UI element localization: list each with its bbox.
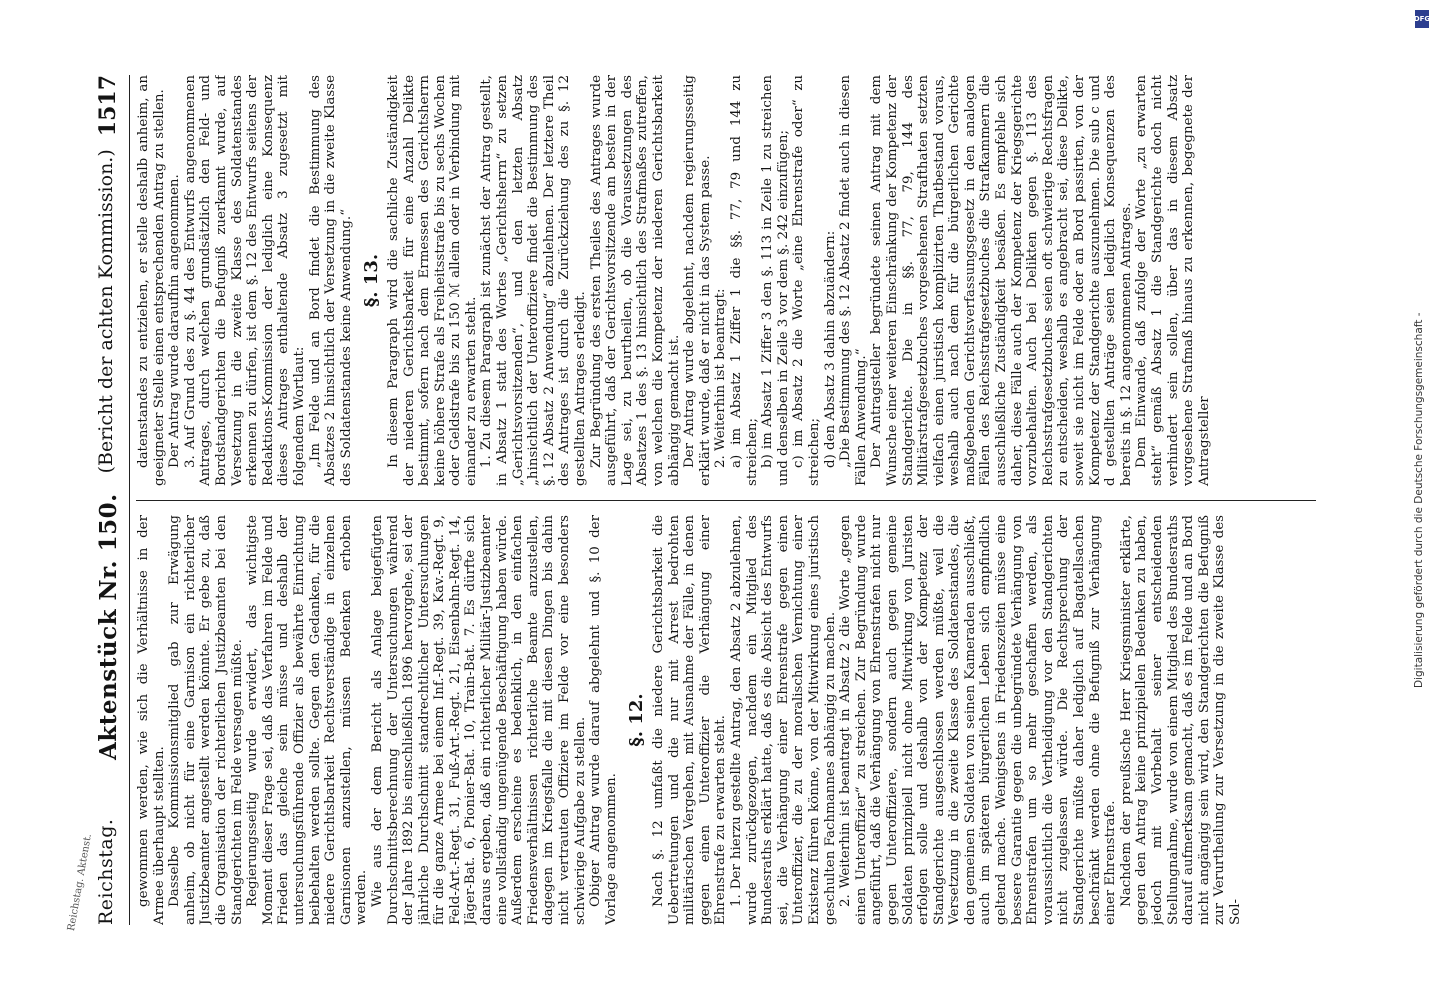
paragraph: Dasselbe Kommissionsmitglied gab zur Erwägung anheim, ob nicht für eine Garnison ein richterlicher Justizbeamter angestellt werden könnte. Er gebe zu, daß die Organisation der richterlichen Justizbeamten bei den Standgerichten im Felde versagen müßte. — [167, 515, 245, 925]
paragraph: In diesem Paragraph wird die sachliche Zuständigkeit der niederen Gerichtsbarkeit für eine Anzahl Delikte bestimmt, sofern nach dem Ermessen des Gerichtsherrn keine höhere Strafe als Freiheitsstrafe bis zu sechs Wochen oder Geldstrafe bis zu 150 ℳ allein oder in Verbindung mit einander zu erwarten steht. — [385, 75, 479, 486]
paragraph: c) im Absatz 2 die Worte „eine Ehrenstrafe oder“ zu streichen; — [791, 75, 822, 486]
paragraph: Dem Einwande, daß zufolge der Worte „zu erwarten steht“ gemäß Absatz 1 die Standgerichte doch nicht verhindert sein sollen, über das in diesem Absatz vorgesehene Strafmaß hinaus zu erkennen, begegnete der Antragsteller — [1134, 75, 1212, 486]
paragraph: Zur Begründung des ersten Theiles des Antrages wurde ausgeführt, daß der Gerichtsvorsitzende am besten in der Lage sei, zu beurtheilen, ob die Voraussetzungen des Absatzes 1 des §. 13 hinsichtlich des Strafmaßes zutreffen, von welchen die Kompetenz der niederen Gerichtsbarkeit abhängig gemacht ist. — [588, 75, 682, 486]
paragraph: Wie aus der dem Bericht als Anlage beigefügten Durchschnittsberechnung der Untersuchungen während der Jahre 1892 bis einschließlich 1896 hervorgehe, sei der jährliche Durchschnitt standrechtlicher Untersuchungen für die ganze Armee bei einem Inf.-Regt. 39, Kav.-Regt. 9, Feld-Art.-Regt. 31, Fuß-Art.-Regt. 21, Eisenbahn-Regt. 14, Jäger-Bat. 6, Pionier-Bat. 10, Train-Bat. 7. Es dürfte sich daraus ergeben, daß ein richterlicher Militär-Justizbeamter eine vollständig ungenügende Beschäftigung haben würde. Außerdem erscheine es bedenklich, in den einfachen Friedensverhältnissen richterliche Beamte anzustellen, dagegen im Kriegsfalle die mit diesen Dingen bis dahin nicht vertrauten Offiziere im Felde vor eine besonders schwierige Aufgabe zu stellen. — [369, 515, 588, 925]
margin-annotation: Reichstag. Aktenst. — [66, 832, 94, 932]
paragraph: Obiger Antrag wurde darauf abgelehnt und §. 10 der Vorlage angenommen. — [588, 515, 619, 925]
header-bericht: (Bericht der achten Kommission.) — [95, 149, 117, 474]
header-aktenstueck: Aktenstück Nr. 150. — [95, 493, 122, 760]
right-column — [136, 75, 1316, 500]
page-header — [95, 75, 130, 925]
paragraph: 1. Der hierzu gestellte Antrag, den Absatz 2 abzulehnen, wurde zurückgezogen, nachdem ein Mitglied des Bundesraths erklärt hatte, daß es die Absicht des Entwurfs sei, die Verhängung einer Ehrenstrafe gegen einen Unteroffizier, die zu der moralischen Vernichtung einer Existenz führen könne, von der Mitwirkung eines juristisch geschulten Fachmannes abhängig zu machen. — [728, 515, 838, 925]
section-heading: §. 13. — [361, 253, 383, 308]
dfg-logo: DFG — [1415, 10, 1429, 28]
paragraph: Der Antragsteller begründete seinen Antrag mit dem Wunsche einer weiteren Einschränkung der Kompetenz der Standgerichte. Die in §§. 77, 79, 144 des Militärstrafgesetzbuches vorgesehenen Strafthaten setzten vielfach einen juristisch komplizirten Thatbestand voraus, weshalb auch nach dem für die bürgerlichen Gerichte maßgebenden Gerichtsverfassungsgesetz in den analogen Fällen des Reichsstrafgesetzbuches die Strafkammern die ausschließliche Zuständigkeit besäßen. Es empfehle sich daher, diese Fälle auch der Kompetenz der Kriegsgerichte vorzubehalten. Auch bei Delikten gegen §. 113 des Reichsstrafgesetzbuches seien oft schwierige Rechtsfragen zu entscheiden, weshalb es angebracht sei, diese Delikte, soweit sie nicht im Felde oder an Bord passirten, von der Kompetenz der Standgerichte auszunehmen. Die sub c und d gestellten Anträge seien lediglich Konsequenzen des bereits in §. 12 angenommenen Antrages. — [869, 75, 1134, 486]
paragraph: Nach §. 12 umfaßt die niedere Gerichtsbarkeit die Uebertretungen und die nur mit Arrest bedrohten militärischen Vergehen, mit Ausnahme der Fälle, in denen gegen einen Unteroffizier die Verhängung einer Ehrenstrafe zu erwarten steht. — [651, 515, 729, 925]
paragraph: Regierungsseitig wurde erwidert, das wichtigste Moment dieser Frage sei, daß das Verfahren im Felde und Frieden das gleiche sein müsse und deshalb der untersuchungsführende Offizier als bewährte Einrichtung beibehalten werden sollte. Gegen den Gedanken, für die niedere Gerichtsbarkeit Rechtsverständige in einzelnen Garnisonen anzustellen, müssen Bedenken erhoben werden. — [245, 515, 370, 925]
digitization-credit: Digitalisierung gefördert durch die Deutsche Forschungsgemeinschaft - — [1413, 312, 1425, 688]
header-reichstag: Reichstag. — [95, 818, 117, 925]
paragraph: datenstandes zu entziehen, er stelle deshalb anheim, an geeigneter Stelle einen entsprechenden Antrag zu stellen. — [136, 75, 167, 486]
paragraph: 3. Auf Grund des zu §. 44 des Entwurfs angenommenen Antrages, durch welchen grundsätzlich den Feld- und Bordstandgerichten die Befugniß zuerkannt wurde, auf Versetzung in die zweite Klasse des Soldatenstandes erkennen zu dürfen, ist dem §. 12 des Entwurfs seitens der Redaktions-Kommission der lediglich eine Konsequenz dieses Antrages enthaltende Absatz 3 zugesetzt mit folgendem Wortlaut: — [182, 75, 307, 486]
paragraph: 2. Weiterhin ist beantragt in Absatz 2 die Worte „gegen einen Unteroffizier“ zu streichen. Zur Begründung wurde angeführt, daß die Verhängung von Ehrenstrafen nicht nur gegen Unteroffiziere, sondern auch gegen gemeine Soldaten prinzipiell nicht ohne Mitwirkung von Juristen erfolgen solle und deshalb von der Kompetenz der Standgerichte ausgeschlossen werden müßte, weil die Versetzung in die zweite Klasse des Soldatenstandes, die den gemeinen Soldaten von seinen Kameraden ausschließt, auch im späteren bürgerlichen Leben sich empfindlich geltend mache. Wenigstens in Friedenszeiten müsse eine bessere Garantie gegen die unbegründete Verhängung von Ehrenstrafen um so mehr geschaffen werden, als voraussichtlich die Vertheidigung vor den Standgerichten nicht zugelassen würde. Die Rechtsprechung der Standgerichte müßte daher lediglich auf Bagatellsachen beschränkt werden ohne die Befugniß zur Verhängung einer Ehrenstrafe. — [838, 515, 1119, 925]
paragraph: „Die Bestimmung des §. 12 Absatz 2 findet auch in diesen Fällen Anwendung.“ — [838, 75, 869, 486]
paragraph: a) im Absatz 1 Ziffer 1 die §§. 77, 79 und 144 zu streichen; — [728, 75, 760, 486]
section-heading: §. 12. — [626, 693, 648, 747]
paragraph: Der Antrag wurde abgelehnt, nachdem regierungsseitig erklärt wurde, daß er nicht in das System passe. — [682, 75, 713, 486]
left-column — [136, 500, 1316, 925]
paragraph: Nachdem der preußische Herr Kriegsminister erklärte, gegen den Antrag keine prinzipiellen Bedenken zu haben, jedoch mit Vorbehalt seiner entscheidenden Stellungnahme, wurde von einem Mitglied des Bundesraths darauf aufmerksam gemacht, daß es im Felde und an Bord nicht angängig sein wird, den Standgerichten die Befugniß zur Verurtheilung zur Versetzung in die zweite Klasse des Sol- — [1118, 515, 1243, 925]
paragraph: gewommen werden, wie sich die Verhältnisse in der Armee überhaupt stellten. — [136, 515, 167, 925]
document-page — [67, 20, 1367, 980]
paragraph: d) den Absatz 3 dahin abzuändern: — [822, 230, 838, 468]
page-number: 1517 — [95, 75, 121, 137]
paragraph: 2. Weiterhin ist beantragt: — [713, 288, 729, 468]
paragraph: Der Antrag wurde daraufhin angenommen. — [167, 174, 183, 468]
paragraph: b) im Absatz 1 Ziffer 3 den §. 113 in Zeile 1 zu streichen und denselben in Zeile 3 vor dem §. 242 einzufügen; — [760, 75, 791, 486]
paragraph: 1. Zu diesem Paragraph ist zunächst der Antrag gestellt, in Absatz 1 statt des Wortes „Gerichtsherrn“ zu setzen „Gerichtsvorsitzenden“, und den letzten Absatz „hinsichtlich der Unteroffiziere findet die Bestimmung des §. 12 Absatz 2 Anwendung“ abzulehnen. Der letztere Theil des Antrages ist durch die Zurückziehung des zu §. 12 gestellten Antrages erledigt. — [479, 75, 589, 486]
paragraph: „Im Felde und an Bord findet die Bestimmung des Absatzes 2 hinsichtlich der Versetzung in die zweite Klasse des Soldatenstandes keine Anwendung.“ — [307, 75, 354, 486]
